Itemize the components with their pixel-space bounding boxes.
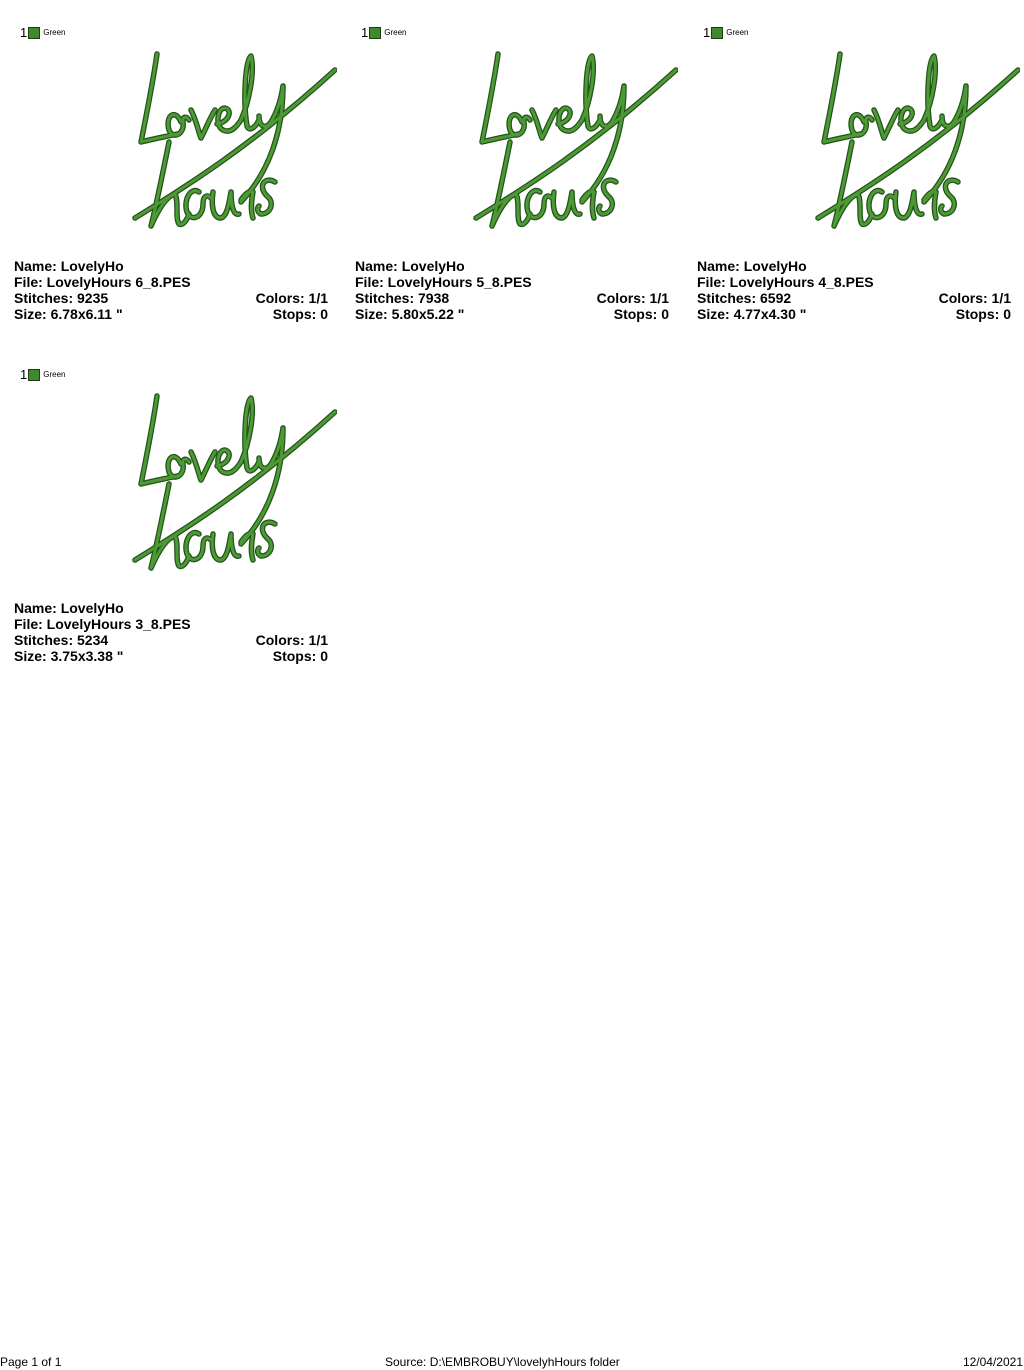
stop-count: Stops: 0 <box>955 306 1011 322</box>
design-name: Name: LovelyHo <box>14 258 124 274</box>
design-card <box>12 342 332 672</box>
design-file: File: LovelyHours 6_8.PES <box>14 274 191 290</box>
design-info <box>697 258 1011 322</box>
color-name: Green <box>43 370 66 379</box>
color-swatch <box>369 27 381 39</box>
print-date: 12/04/2021 <box>962 1355 1023 1369</box>
color-count: Colors: 1/1 <box>255 632 328 648</box>
design-size: Size: 4.77x4.30 " <box>697 306 807 322</box>
color-swatch <box>28 27 40 39</box>
color-index: 1 <box>20 25 28 40</box>
design-info <box>14 258 328 322</box>
color-swatch <box>28 369 40 381</box>
color-swatch-row <box>20 368 65 382</box>
color-swatch-row <box>703 26 748 40</box>
stitch-count: Stitches: 5234 <box>14 632 109 648</box>
design-card <box>12 0 332 330</box>
color-swatch-row <box>20 26 65 40</box>
page-number: Page 1 of 1 <box>0 1355 62 1369</box>
color-name: Green <box>384 28 407 37</box>
color-name: Green <box>43 28 66 37</box>
embroidery-design-preview <box>117 42 337 236</box>
design-name: Name: LovelyHo <box>14 600 124 616</box>
design-size: Size: 5.80x5.22 " <box>355 306 465 322</box>
source-path: Source: D:\EMBROBUY\lovelyhHours folder <box>385 1355 620 1369</box>
embroidery-design-preview <box>117 384 337 578</box>
design-card <box>695 0 1015 330</box>
stitch-count: Stitches: 6592 <box>697 290 792 306</box>
design-info <box>14 600 328 664</box>
design-file: File: LovelyHours 4_8.PES <box>697 274 874 290</box>
design-name: Name: LovelyHo <box>355 258 465 274</box>
design-file: File: LovelyHours 5_8.PES <box>355 274 532 290</box>
stitch-count: Stitches: 7938 <box>355 290 450 306</box>
stitch-count: Stitches: 9235 <box>14 290 109 306</box>
color-index: 1 <box>703 25 711 40</box>
stop-count: Stops: 0 <box>272 306 328 322</box>
stop-count: Stops: 0 <box>613 306 669 322</box>
design-info <box>355 258 669 322</box>
color-index: 1 <box>361 25 369 40</box>
design-name: Name: LovelyHo <box>697 258 807 274</box>
design-card <box>353 0 673 330</box>
color-count: Colors: 1/1 <box>938 290 1011 306</box>
design-size: Size: 3.75x3.38 " <box>14 648 124 664</box>
color-index: 1 <box>20 367 28 382</box>
embroidery-design-preview <box>800 42 1020 236</box>
color-swatch <box>711 27 723 39</box>
color-swatch-row <box>361 26 406 40</box>
embroidery-design-preview <box>458 42 678 236</box>
color-name: Green <box>726 28 749 37</box>
design-size: Size: 6.78x6.11 " <box>14 306 123 322</box>
color-count: Colors: 1/1 <box>255 290 328 306</box>
design-file: File: LovelyHours 3_8.PES <box>14 616 191 632</box>
stop-count: Stops: 0 <box>272 648 328 664</box>
color-count: Colors: 1/1 <box>596 290 669 306</box>
